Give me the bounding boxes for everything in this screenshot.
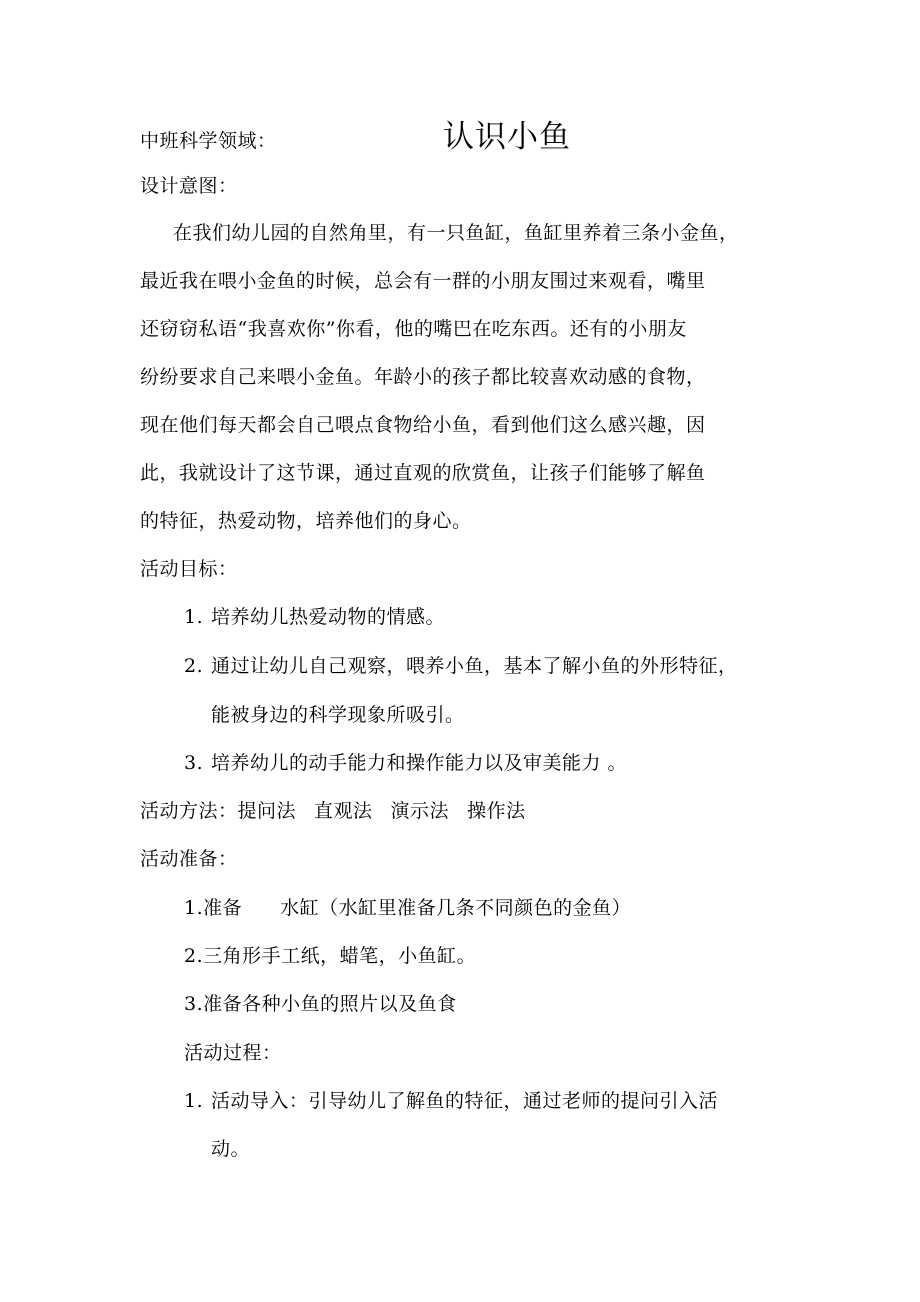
- methods-label: 活动方法：: [140, 800, 238, 822]
- prep-text: 准备: [203, 897, 243, 919]
- process-heading: 活动过程：: [184, 1042, 282, 1064]
- method-item: 操作法: [467, 800, 526, 822]
- goal-text: 培养幼儿的动手能力和操作能力以及审美能力 。: [211, 752, 628, 774]
- paragraph-line: 还窃窃私语“我喜欢你”你看，他的嘴巴在吃东西。还有的小朋友: [140, 318, 687, 340]
- method-item: 演示法: [390, 800, 450, 822]
- preparation-item: [184, 944, 476, 968]
- goal-continuation: 能被身边的科学现象所吸引。: [211, 704, 465, 726]
- preparation-item: [184, 896, 631, 920]
- paragraph-line: 此，我就设计了这节课，通过直观的欣赏鱼，让孩子们能够了解鱼: [140, 462, 706, 484]
- prep-number: 2.: [184, 945, 204, 967]
- methods-line: [140, 799, 526, 823]
- paragraph-line: 最近我在喂小金鱼的时候，总会有一群的小朋友围过来观看，嘴里: [140, 270, 706, 292]
- goal-text: 培养幼儿热爱动物的情感。: [211, 606, 446, 628]
- goal-item: [184, 605, 445, 629]
- prep-text: 准备各种小鱼的照片以及鱼食: [203, 993, 457, 1015]
- process-item: [184, 1089, 718, 1113]
- design-intent-heading: 设计意图：: [140, 175, 238, 197]
- preparation-heading: 活动准备：: [140, 848, 238, 870]
- goal-number: 3.: [184, 752, 204, 774]
- paragraph-line: 在我们幼儿园的自然角里，有一只鱼缸，鱼缸里养着三条小金鱼，: [173, 222, 739, 244]
- goal-number: 1.: [184, 606, 204, 628]
- method-item: 提问法: [237, 800, 297, 822]
- process-text: 活动导入：引导幼儿了解鱼的特征，通过老师的提问引入活: [211, 1090, 719, 1112]
- goal-item: [184, 654, 738, 678]
- process-continuation: 动。: [211, 1138, 251, 1160]
- method-item: 直观法: [314, 800, 373, 822]
- prep-text: 三角形手工纸，蜡笔，小鱼缸。: [203, 945, 477, 967]
- subject-label: 中班科学领域：: [140, 130, 277, 152]
- paragraph-line: 现在他们每天都会自己喂点食物给小鱼，看到他们这么感兴趣，因: [140, 414, 706, 436]
- prep-text: 水缸（水缸里准备几条不同颜色的金鱼）: [280, 897, 632, 919]
- prep-number: 1.: [184, 897, 204, 919]
- document-title: 认识小鱼: [443, 119, 571, 155]
- paragraph-line: 纷纷要求自己来喂小金鱼。年龄小的孩子都比较喜欢动感的食物，: [140, 366, 706, 388]
- paragraph-line: 的特征，热爱动物，培养他们的身心。: [140, 510, 472, 532]
- process-number: 1.: [184, 1090, 204, 1112]
- preparation-item: [184, 992, 457, 1016]
- prep-number: 3.: [184, 993, 204, 1015]
- goal-text: 通过让幼儿自己观察，喂养小鱼，基本了解小鱼的外形特征，: [211, 655, 738, 677]
- goal-item: [184, 751, 627, 775]
- goal-number: 2.: [184, 655, 204, 677]
- goals-heading: 活动目标：: [140, 558, 238, 580]
